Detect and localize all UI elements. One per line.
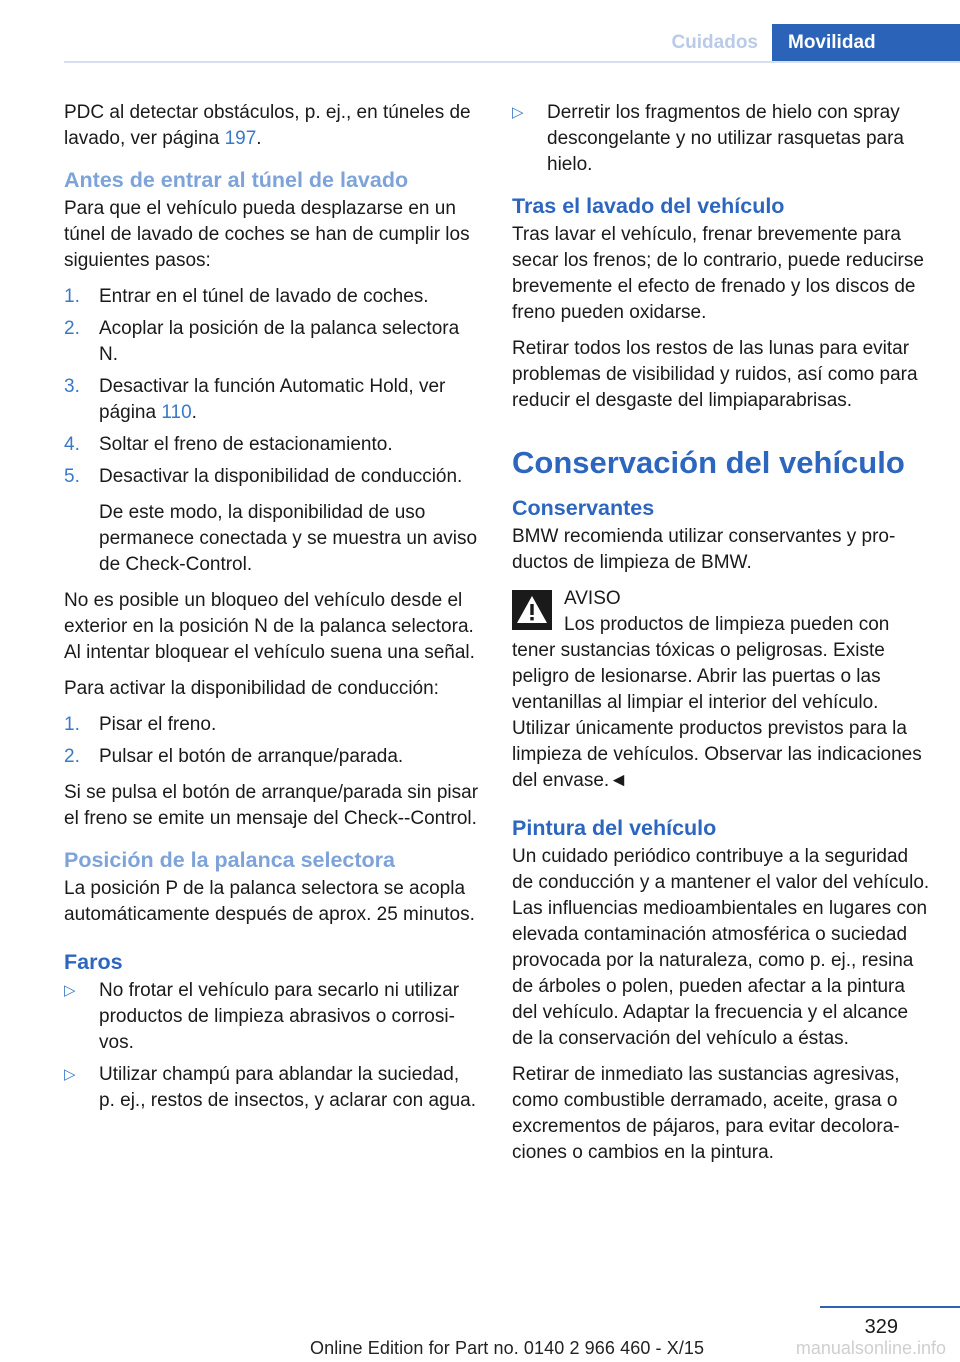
after-wash-paragraph-2: Retirar todos los restos de las lunas para evitar problemas de visibilidad y ruidos, así como para reducir el desgaste del limpiaparabrisas. <box>512 338 918 411</box>
list-item <box>64 1062 480 1114</box>
intro-end: . <box>256 128 262 149</box>
tab-cuidados[interactable]: Cuidados <box>651 24 772 62</box>
heading-before-wash: Antes de entrar al túnel de lavado <box>64 168 409 192</box>
step-text-end: . <box>191 402 197 423</box>
step-text: Soltar el freno de estacionamiento. <box>99 434 393 455</box>
intro-text: PDC al detectar obstáculos, p. ej., en túneles de lavado, ver página <box>64 102 471 149</box>
after-wash-paragraph-1: Tras lavar el vehículo, frenar brevemente para secar los frenos; de lo contrario, puede reducirse brevemente el efecto de frenado y los discos de freno pueden oxidarse. <box>512 224 924 323</box>
paint-paragraph-2: Retirar de inmediato las sustancias agresivas, como combustible derramado, aceite, grasa o excrementos de pájaros, para evitar decoloraciones o cambios en la pintura. <box>512 1064 900 1163</box>
warning-triangle-icon <box>512 590 552 630</box>
step-number: 5. <box>64 466 80 487</box>
step-text: Desactivar la disponibilidad de conducción. <box>99 466 463 487</box>
heading-after-wash: Tras el lavado del vehículo <box>512 194 785 218</box>
activate-steps-list <box>64 712 480 770</box>
before-wash-paragraph: Para que el vehículo pueda desplazarse en un túnel de lavado de coches se han de cumplir los siguientes pasos: <box>64 198 470 271</box>
warning-block <box>512 586 932 794</box>
heading-selector-position: Posición de la palanca selectora <box>64 848 396 872</box>
heading-paint: Pintura del vehículo <box>512 816 717 840</box>
conservantes-paragraph: BMW recomienda utilizar conservantes y productos de limpieza de BMW. <box>512 526 896 573</box>
step-text: Desactivar la función Automatic Hold, ver página <box>99 376 446 423</box>
left-column <box>64 100 480 1124</box>
bullet-text: Derretir los fragmentos de hielo con spray descongelante y no utilizar rasquetas para hielo. <box>547 102 905 175</box>
triangle-bullet-icon: ▷ <box>64 982 76 999</box>
check-control-paragraph: Si se pulsa el botón de arranque/parada sin pisar el freno se emite un mensaje del Check--Control. <box>64 782 479 829</box>
paint-paragraph-1: Un cuidado periódico contribuye a la seguridad de conducción y a mantener el valor del vehículo. Las influencias medioambientales en lugares con elevada contaminación atmosférica o suciedad provocada por la naturaleza, como p. ej., resina de árboles o polen, pueden afectar a la pintura del vehículo. Adaptar la frecuencia y el alcance de la conservación del vehículo a éstas. <box>512 846 930 1049</box>
step-number: 4. <box>64 434 80 455</box>
list-item <box>64 744 480 770</box>
list-item <box>64 316 480 368</box>
step-number: 3. <box>64 376 80 397</box>
header-tabs <box>651 24 960 62</box>
bullet-text: No frotar el vehículo para secarlo ni utilizar productos de limpieza abrasivos o corrosivos. <box>99 980 460 1053</box>
warning-first-line: Los productos de limpieza pueden con <box>564 614 890 635</box>
header-divider <box>64 61 960 63</box>
triangle-bullet-icon: ▷ <box>512 104 524 121</box>
section-title: Conservación del vehículo <box>512 445 905 480</box>
tab-movilidad[interactable]: Movilidad <box>772 24 960 62</box>
warning-text: tener sustancias tóxicas o peligrosas. Existe peligro de lesionarse. Abrir las puertas o las ventanillas al limpiar el interior del vehículo. Utilizar únicamente productos previstos para la limpieza de vehículos. Observar las indicaciones del envase.◄ <box>512 640 922 791</box>
list-item <box>64 464 480 490</box>
step-number: 1. <box>64 714 80 735</box>
step-number: 2. <box>64 746 80 767</box>
step-number: 2. <box>64 318 80 339</box>
step-text: Pulsar el botón de arranque/parada. <box>99 746 404 767</box>
step5-continuation: De este modo, la disponibilidad de uso permanece conectada y se muestra un aviso de Check-Control. <box>99 502 478 575</box>
page-link-110[interactable]: 110 <box>161 402 192 423</box>
heading-faros: Faros <box>64 950 123 974</box>
selector-paragraph: La posición P de la palanca selectora se acopla automáticamente después de aprox. 25 minutos. <box>64 878 475 925</box>
lock-paragraph: No es posible un bloqueo del vehículo desde el exterior en la posición N de la palanca selectora. Al intentar bloquear el vehículo suena una señal. <box>64 590 475 663</box>
ice-list <box>512 100 932 178</box>
step-text: Pisar el freno. <box>99 714 217 735</box>
warning-heading: AVISO <box>564 588 621 609</box>
faros-list <box>64 978 480 1114</box>
triangle-bullet-icon: ▷ <box>64 1066 76 1083</box>
right-column <box>512 100 932 1176</box>
step-text: Entrar en el túnel de lavado de coches. <box>99 286 429 307</box>
heading-conservantes: Conservantes <box>512 496 655 520</box>
watermark: manualsonline.info <box>795 1338 946 1358</box>
edition-text: Online Edition for Part no. 0140 2 966 460 - X/15 <box>310 1338 705 1358</box>
list-item <box>64 374 480 426</box>
list-item <box>64 978 480 1056</box>
step-number: 1. <box>64 286 80 307</box>
activate-paragraph: Para activar la disponibilidad de conducción: <box>64 678 439 699</box>
page-link-197[interactable]: 197 <box>224 128 257 149</box>
bullet-text: Utilizar champú para ablandar la suciedad, p. ej., restos de insectos, y aclarar con agua. <box>99 1064 477 1111</box>
list-item <box>64 284 480 310</box>
list-item <box>64 432 480 458</box>
page-number: 329 <box>864 1316 898 1338</box>
intro-paragraph <box>64 100 480 152</box>
wash-steps-list <box>64 284 480 490</box>
list-item <box>512 100 932 178</box>
footer-divider <box>820 1306 960 1308</box>
step-text: Acoplar la posición de la palanca selectora N. <box>99 318 460 365</box>
list-item <box>64 712 480 738</box>
